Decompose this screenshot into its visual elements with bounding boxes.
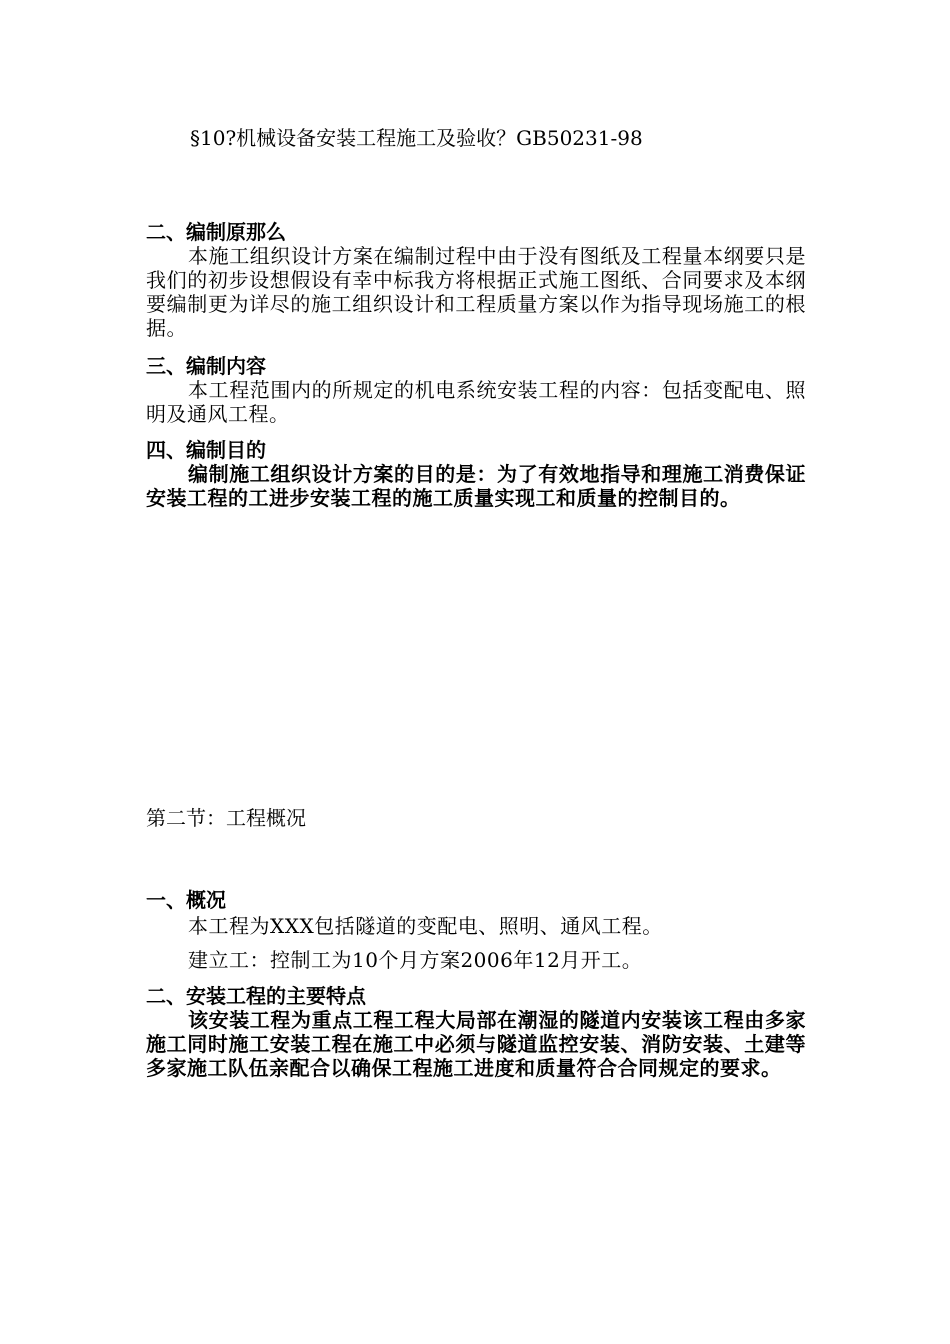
overview-line-2: 建立工：控制工为10个月方案2006年12月开工。 <box>188 948 643 972</box>
heading-features: 二、安装工程的主要特点 <box>146 984 366 1008</box>
section-purpose <box>146 438 806 510</box>
heading-contents: 三、编制内容 <box>146 354 266 378</box>
heading-overview: 一、概况 <box>146 888 226 912</box>
section-features <box>146 984 806 1080</box>
body-principles: 本施工组织设计方案在编制过程中由于没有图纸及工程量本纲要只是我们的初步设想假设有幸中标我方将根据正式施工图纸、合同要求及本纲要编制更为详尽的施工组织设计和工程质量方案以作为指导现场施工的根据。 <box>146 244 806 340</box>
overview-line-1: 本工程为XXX包括隧道的变配电、照明、通风工程。 <box>188 914 663 938</box>
reference-standard-line: §10?机械设备安装工程施工及验收？GB50231-98 <box>190 126 643 150</box>
section-principles <box>146 220 806 340</box>
body-features: 该安装工程为重点工程工程大局部在潮湿的隧道内安装该工程由多家施工同时施工安装工程在施工中必须与隧道监控安装、消防安装、土建等多家施工队伍亲配合以确保工程施工进度和质量符合合同规定的要求。 <box>146 1008 806 1080</box>
body-purpose: 编制施工组织设计方案的目的是：为了有效地指导和理施工消费保证安装工程的工进步安装工程的施工质量实现工和质量的控制目的。 <box>146 462 806 510</box>
heading-principles: 二、编制原那么 <box>146 220 286 244</box>
body-contents: 本工程范围内的所规定的机电系统安装工程的内容：包括变配电、照明及通风工程。 <box>146 378 806 426</box>
section-title: 第二节：工程概况 <box>146 806 306 830</box>
section-contents <box>146 354 806 426</box>
section-overview <box>146 888 806 972</box>
heading-purpose: 四、编制目的 <box>146 438 266 462</box>
